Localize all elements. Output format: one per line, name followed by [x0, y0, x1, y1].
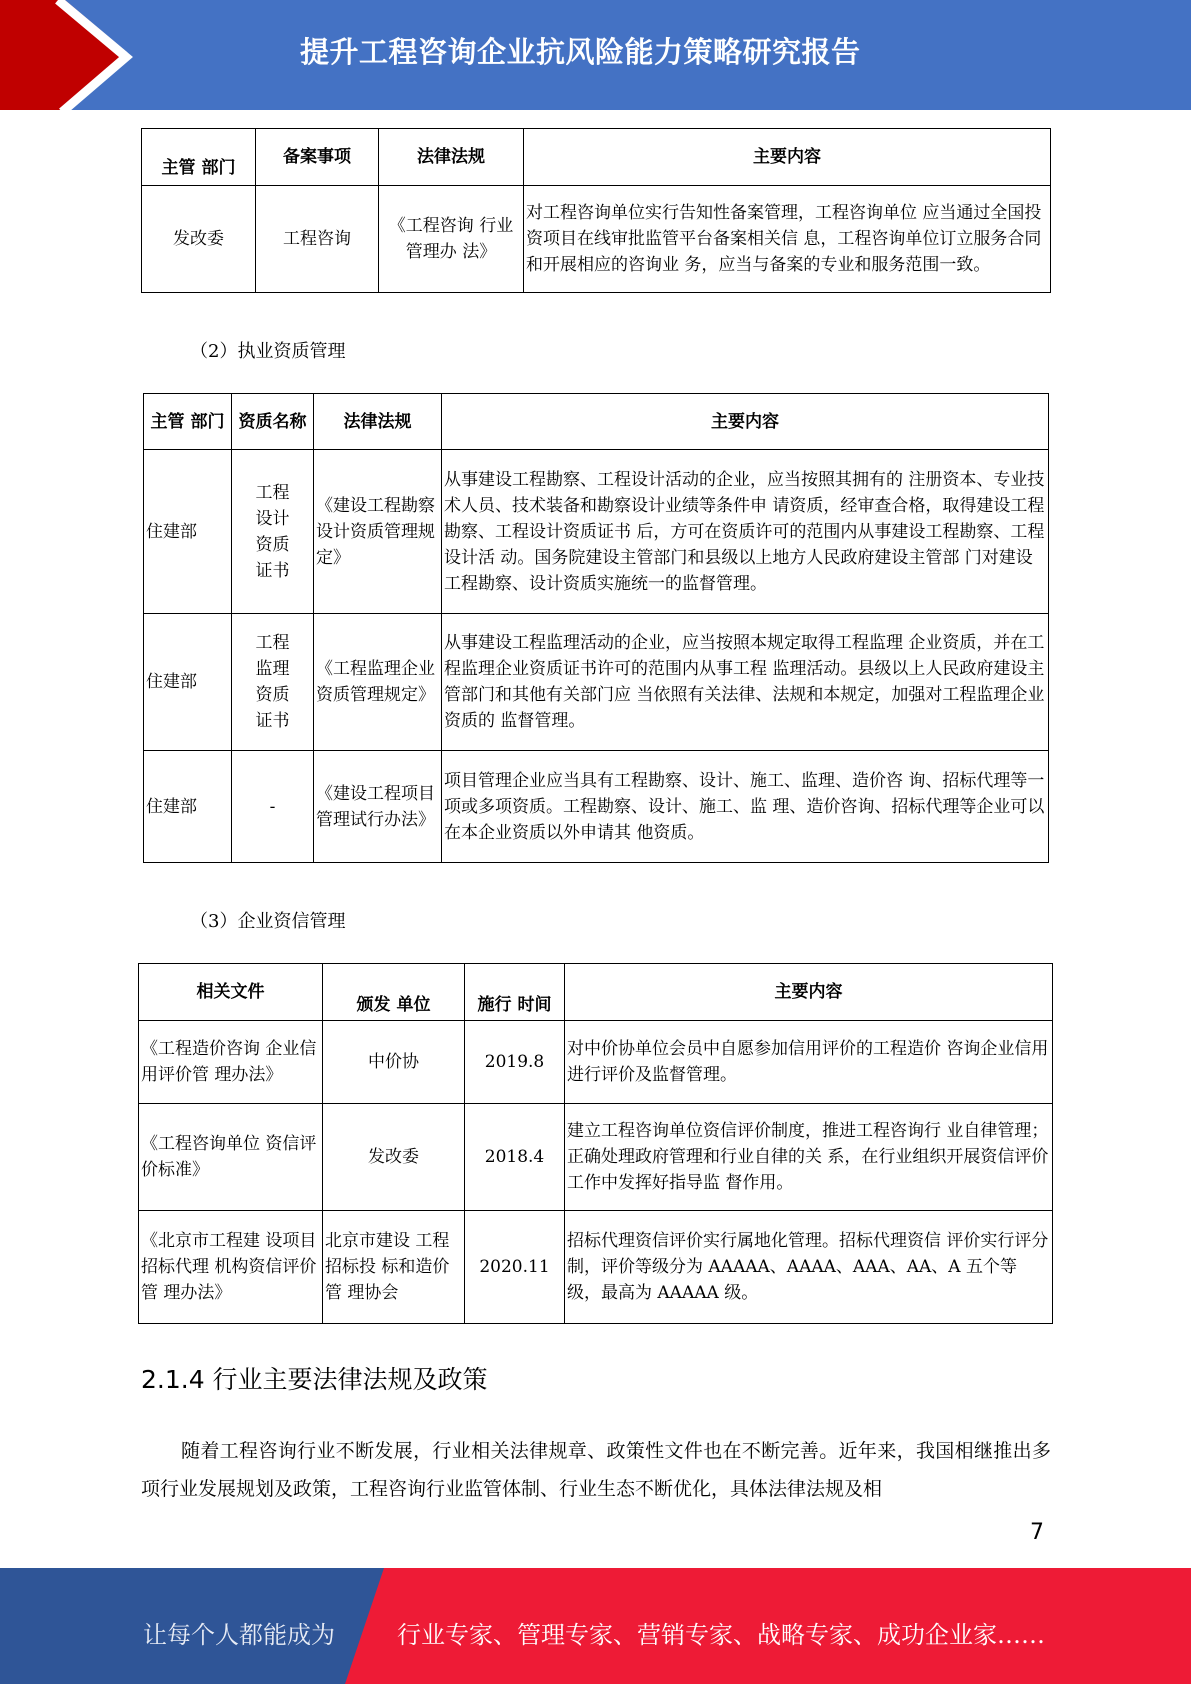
cell: 2018.4 — [465, 1104, 565, 1211]
table-row — [144, 614, 1049, 751]
cell: 从事建设工程勘察、工程设计活动的企业，应当按照其拥有的 注册资本、专业技术人员、技术装备和勘察设计业绩等条件申 请资质，经审查合格，取得建设工程勘察、工程设计资质证书 后，方可在资质许可的范围内从事建设工程勘察、工程设计活 动。国务院建设主管部门和县级以上地方人民政府建设主管部 门对建设工程勘察、设计资质实施统一的监督管理。 — [442, 450, 1049, 614]
column-header: 主管 部门 — [144, 394, 232, 450]
filing-table — [141, 128, 1051, 293]
cell: 从事建设工程监理活动的企业，应当按照本规定取得工程监理 企业资质，并在工程监理企业资质证书许可的范围内从事工程 监理活动。县级以上人民政府建设主管部门和其他有关部门应 当依照有关法律、法规和本规定，加强对工程监理企业资质的 监督管理。 — [442, 614, 1049, 751]
cell: 2020.11 — [465, 1211, 565, 1324]
column-header: 主要内容 — [565, 964, 1053, 1021]
cell: 《建设工程勘察设计资质管理规定》 — [314, 450, 442, 614]
cell: 对工程咨询单位实行告知性备案管理，工程咨询单位 应当通过全国投资项目在线审批监管平台备案相关信 息，工程咨询单位订立服务合同和开展相应的咨询业 务，应当与备案的专业和服务范围一致。 — [524, 186, 1051, 293]
footer-slogan-left: 让每个人都能成为 — [143, 1621, 335, 1649]
page-header — [0, 0, 1191, 110]
cell: 《工程监理企业资质管理规定》 — [314, 614, 442, 751]
cell: 住建部 — [144, 450, 232, 614]
cell: 招标代理资信评价实行属地化管理。招标代理资信 评价实行评分制，评价等级分为 AAAAA、AAAA、AAA、AA、A 五个等级，最高为 AAAAA 级。 — [565, 1211, 1053, 1324]
column-header: 颁发 单位 — [323, 964, 465, 1021]
cell: 对中价协单位会员中自愿参加信用评价的工程造价 咨询企业信用进行评价及监督管理。 — [565, 1021, 1053, 1104]
column-header: 法律法规 — [379, 129, 524, 186]
cell: 工程咨询 — [256, 186, 379, 293]
cell: 项目管理企业应当具有工程勘察、设计、施工、监理、造价咨 询、招标代理等一项或多项资质。工程勘察、设计、施工、监 理、造价咨询、招标代理等企业可以在本企业资质以外申请其 他资质。 — [442, 751, 1049, 863]
body-paragraph: 随着工程咨询行业不断发展，行业相关法律规章、政策性文件也在不断完善。近年来，我国相继推出多项行业发展规划及政策，工程咨询行业监管体制、行业生态不断优化，具体法律法规及相 — [141, 1440, 1051, 1500]
cell: 《工程造价咨询 企业信用评价管 理办法》 — [139, 1021, 323, 1104]
cell: 《工程咨询单位 资信评价标准》 — [139, 1104, 323, 1211]
page-footer — [0, 1568, 1191, 1684]
credit-table — [138, 963, 1053, 1324]
column-header: 备案事项 — [256, 129, 379, 186]
cell: 《建设工程项目管理试行办法》 — [314, 751, 442, 863]
cell: 发改委 — [323, 1104, 465, 1211]
column-header: 资质名称 — [232, 394, 314, 450]
column-header: 主管 部门 — [142, 129, 256, 186]
table-header-row — [142, 129, 1051, 186]
column-header: 主要内容 — [442, 394, 1049, 450]
column-header: 法律法规 — [314, 394, 442, 450]
cell: 建立工程咨询单位资信评价制度，推进工程咨询行 业自律管理；正确处理政府管理和行业自律的关 系，在行业组织开展资信评价工作中发挥好指导监 督作用。 — [565, 1104, 1053, 1211]
header-chevron-decoration — [0, 0, 160, 110]
cell: 中价协 — [323, 1021, 465, 1104]
page-number: 7 — [1030, 1520, 1044, 1545]
cell: 工程监理资质证书 — [232, 614, 314, 751]
footer-slogan-right: 行业专家、管理专家、营销专家、战略专家、成功企业家…… — [397, 1621, 1045, 1649]
cell: - — [232, 751, 314, 863]
column-header: 主要内容 — [524, 129, 1051, 186]
cell: 工程设计资质证书 — [232, 450, 314, 614]
table-row — [144, 450, 1049, 614]
cell: 《北京市工程建 设项目招标代理 机构资信评价管 理办法》 — [139, 1211, 323, 1324]
column-header: 相关文件 — [139, 964, 323, 1021]
cell: 发改委 — [142, 186, 256, 293]
table-header-row — [139, 964, 1053, 1021]
table-row — [144, 751, 1049, 863]
table-row — [142, 186, 1051, 293]
table-row — [139, 1104, 1053, 1211]
cell: 住建部 — [144, 614, 232, 751]
qualification-table — [143, 393, 1049, 863]
report-title: 提升工程咨询企业抗风险能力策略研究报告 — [300, 35, 861, 69]
table-row — [139, 1021, 1053, 1104]
cell: 北京市建设 工程招标投 标和造价管 理协会 — [323, 1211, 465, 1324]
cell: 2019.8 — [465, 1021, 565, 1104]
cell: 《工程咨询 行业管理办 法》 — [379, 186, 524, 293]
section-heading: 2.1.4 行业主要法律法规及政策 — [141, 1365, 488, 1394]
table-header-row — [144, 394, 1049, 450]
cell: 住建部 — [144, 751, 232, 863]
subsection-title: （2）执业资质管理 — [190, 341, 346, 362]
subsection-title: （3）企业资信管理 — [190, 911, 346, 932]
column-header: 施行 时间 — [465, 964, 565, 1021]
table-row — [139, 1211, 1053, 1324]
